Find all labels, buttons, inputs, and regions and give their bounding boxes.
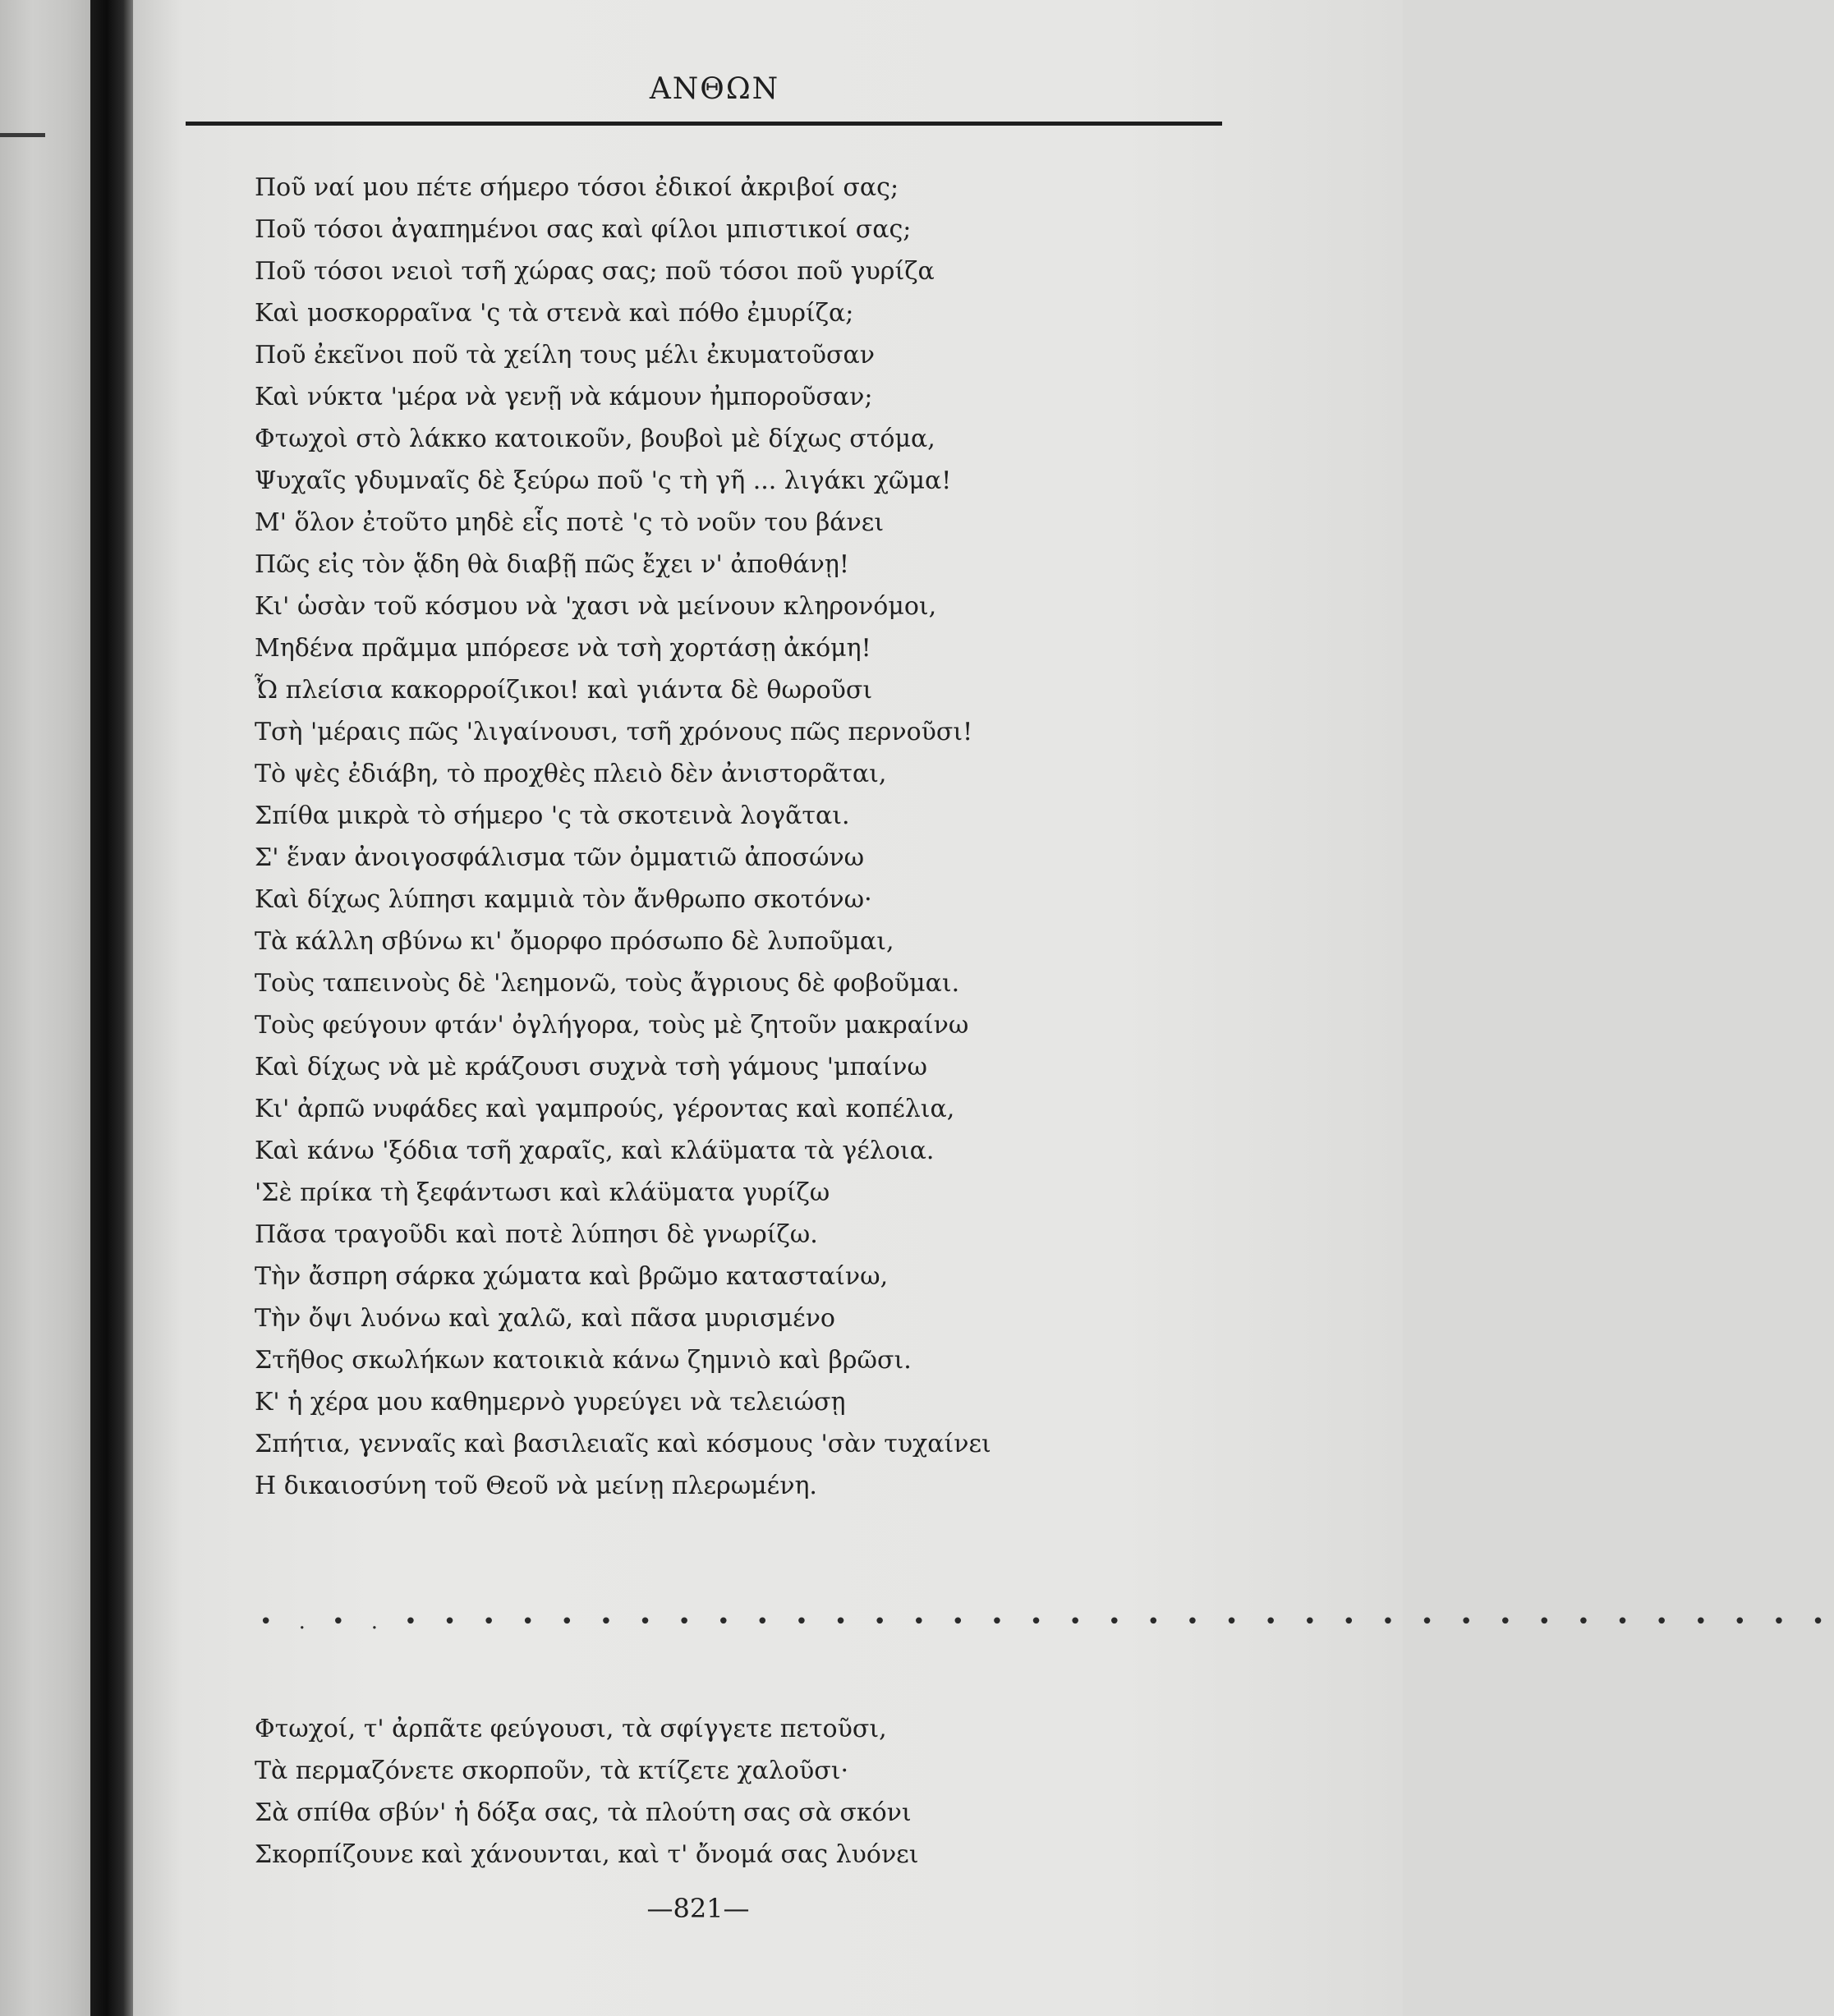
verse-line: Κι' ὡσὰν τοῦ κόσμου νὰ 'χασι νὰ μείνουν κληρονόμοι, [255,592,937,621]
verse-line: Σπήτια, γενναῖς καὶ βασιλειαῖς καὶ κόσμους 'σὰν τυχαίνει [255,1430,991,1458]
verse-line: Ποῦ ἐκεῖνοι ποῦ τὰ χείλη τους μέλι ἐκυματοῦσαν [255,341,875,370]
verse-line: Ποῦ ναί μου πέτε σήμερο τόσοι ἐδικοί ἀκριβοί σας; [255,173,899,202]
stanza-divider-dots: • . • . • • • • • • • • • • • • • • • • • • • • • • • • • • • • • • • • • • • • • [260,1610,1834,1634]
verse-line: Καὶ μοσκορραῖνα 'ς τὰ στενὰ καὶ πόθο ἐμυρίζα; [255,299,854,328]
verse-line: Ποῦ τόσοι ἀγαπημένοι σας καὶ φίλοι μπιστικοί σας; [255,215,912,244]
verse-line: Πᾶσα τραγοῦδι καὶ ποτὲ λύπησι δὲ γνωρίζω. [255,1220,818,1249]
verse-line: Μ' ὅλον ἐτοῦτο μηδὲ εἷς ποτὲ 'ς τὸ νοῦν του βάνει [255,508,885,537]
verse-line: Ὦ πλείσια κακορροίζικοι! καὶ γιάντα δὲ θωροῦσι [255,676,873,705]
verse-line: Καὶ δίχως λύπησι καμμιὰ τὸν ἄνθρωπο σκοτόνω· [255,885,872,914]
poem-stanza-1 [255,167,1199,1507]
verse-line: Τσὴ 'μέραις πῶς 'λιγαίνουσι, τσῆ χρόνους πῶς περνοῦσι! [255,718,973,746]
header-rule [186,122,1222,126]
verse-line: Τὰ περμαζόνετε σκορποῦν, τὰ κτίζετε χαλοῦσι· [255,1757,848,1785]
verse-line: Ψυχαῖς γδυμναῖς δὲ ξεύρω ποῦ 'ς τὴ γῆ ... λιγάκι χῶμα! [255,466,952,495]
verse-line: Πῶς εἰς τὸν ᾅδη θὰ διαβῇ πῶς ἔχει ν' ἀποθάνῃ! [255,550,849,579]
verse-line: Ποῦ τόσοι νειοὶ τσῆ χώρας σας; ποῦ τόσοι ποῦ γυρίζα [255,257,935,286]
running-header-title: ΑΝΘΩΝ [649,72,780,106]
verse-line: Καὶ κάνω 'ξόδια τσῆ χαραῖς, καὶ κλάϋματα τὰ γέλοια. [255,1137,935,1165]
verse-line: Τὴν ἄσπρη σάρκα χώματα καὶ βρῶμο κατασταίνω, [255,1262,889,1291]
page-number: —821— [646,1893,750,1924]
verse-line: Μηδένα πρᾶμμα μπόρεσε νὰ τσὴ χορτάσῃ ἀκόμη! [255,634,871,663]
verse-line: Η δικαιοσύνη τοῦ Θεοῦ νὰ μείνῃ πλερωμένη. [255,1472,817,1500]
verse-line: Φτωχοί, τ' ἀρπᾶτε φεύγουσι, τὰ σφίγγετε πετοῦσι, [255,1715,887,1743]
verse-line: Φτωχοὶ στὸ λάκκο κατοικοῦν, βουβοὶ μὲ δίχως στόμα, [255,425,935,453]
verse-line: Σ' ἕναν ἀνοιγοσφάλισμα τῶν ὀμματιῶ ἀποσώνω [255,843,865,872]
verse-line: Σὰ σπίθα σβύν' ἡ δόξα σας, τὰ πλούτη σας σὰ σκόνι [255,1798,912,1827]
verse-line: Καὶ δίχως νὰ μὲ κράζουσι συχνὰ τσὴ γάμους 'μπαίνω [255,1053,927,1081]
verse-line: Τοὺς φεύγουν φτάν' ὀγλήγορα, τοὺς μὲ ζητοῦν μακραίνω [255,1011,969,1040]
verse-line: Σκορπίζουνε καὶ χάνουνται, καὶ τ' ὄνομά σας λυόνει [255,1840,919,1869]
verse-line: Τὸ ψὲς ἐδιάβη, τὸ προχθὲς πλειὸ δὲν ἀνιστορᾶται, [255,760,887,788]
verse-line: Στῆθος σκωλήκων κατοικιὰ κάνω ζημνιὸ καὶ βρῶσι. [255,1346,912,1375]
verse-line: Τὴν ὄψι λυόνω καὶ χαλῶ, καὶ πᾶσα μυρισμένο [255,1304,835,1333]
verse-line: Κι' ἀρπῶ νυφάδες καὶ γαμπρούς, γέροντας καὶ κοπέλια, [255,1095,955,1123]
book-binding-gutter [90,0,133,2016]
verse-line: Καὶ νύκτα 'μέρα νὰ γενῇ νὰ κάμουν ἠμποροῦσαν; [255,383,873,411]
verse-line: 'Σὲ πρίκα τὴ ξεφάντωσι καὶ κλάϋματα γυρίζω [255,1178,830,1207]
poem-stanza-2 [255,1708,1199,1876]
verse-line: Τὰ κάλλη σβύνω κι' ὄμορφο πρόσωπο δὲ λυποῦμαι, [255,927,894,956]
verse-line: Σπίθα μικρὰ τὸ σήμερο 'ς τὰ σκοτεινὰ λογᾶται. [255,801,850,830]
verse-line: Τοὺς ταπεινοὺς δὲ 'λεημονῶ, τοὺς ἄγριους δὲ φοβοῦμαι. [255,969,960,998]
facing-page-mark [0,133,45,137]
verse-line: Κ' ἡ χέρα μου καθημερνὸ γυρεύγει νὰ τελειώσῃ [255,1388,846,1417]
facing-page-edge [0,0,90,2016]
